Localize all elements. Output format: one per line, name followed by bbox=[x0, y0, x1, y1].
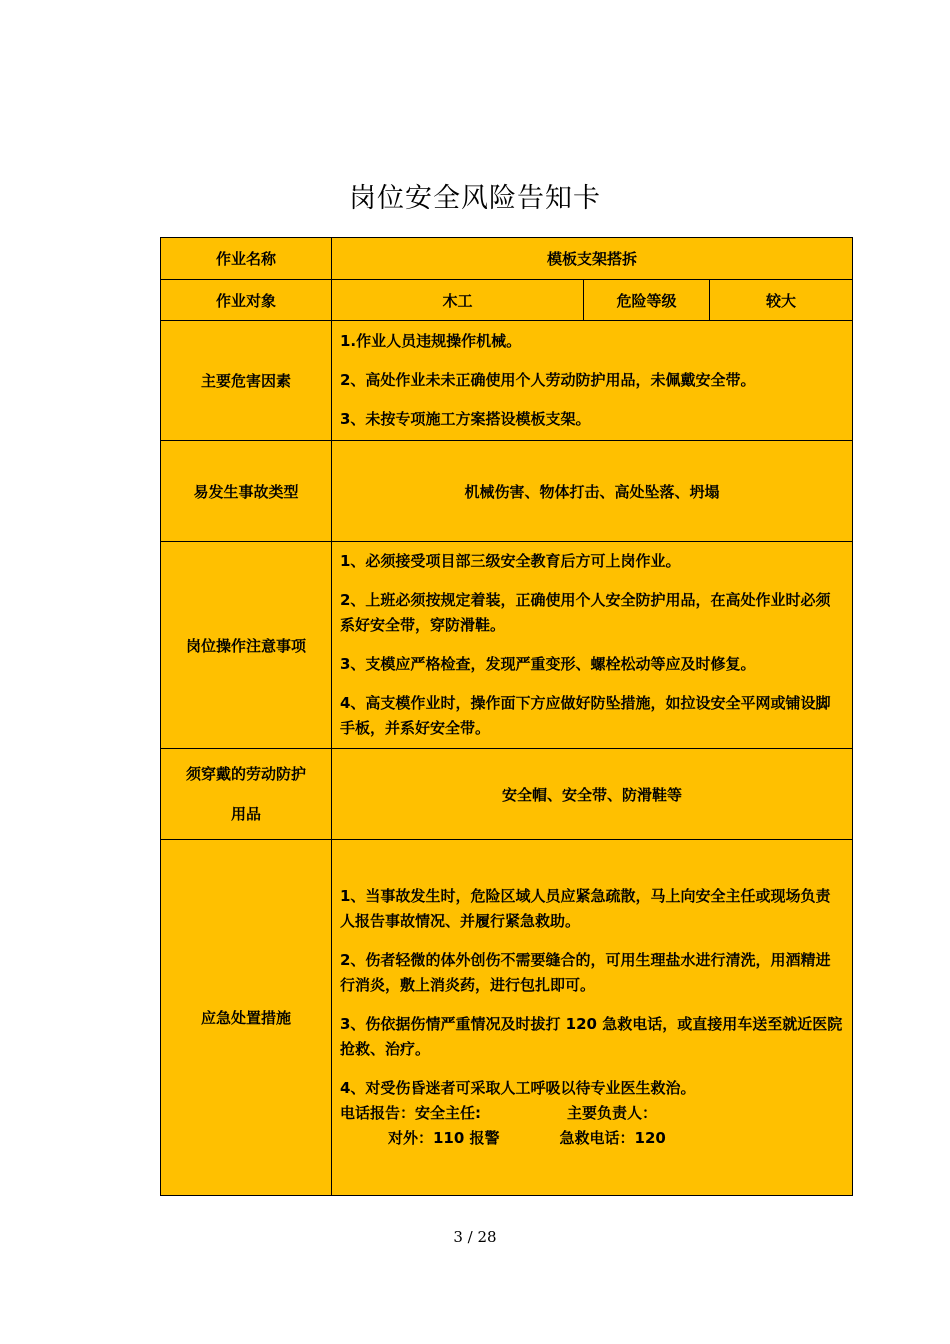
hazard-item: 1.作业人员违规操作机械。 bbox=[340, 332, 522, 350]
hazard-item: 2、高处作业未未正确使用个人劳动防护用品，未佩戴安全带。 bbox=[340, 371, 756, 389]
precaution-item: 3、支模应严格检查，发现严重变形、螺栓松动等应及时修复。 bbox=[340, 655, 756, 673]
job-name-value: 模板支架搭拆 bbox=[332, 238, 853, 280]
emergency-item: 3、伤依据伤情严重情况及时拔打 120 急救电话，或直接用车送至就近医院抢救、治疗。 bbox=[340, 1015, 843, 1058]
contact-report-line bbox=[340, 1101, 844, 1126]
ppe-label-line2: 用品 bbox=[230, 805, 261, 823]
page-title: 岗位安全风险告知卡 bbox=[349, 183, 601, 214]
emergency-item: 1、当事故发生时，危险区域人员应紧急疏散，马上向安全主任或现场负责人报告事故情况、并履行紧急救助。 bbox=[340, 887, 831, 930]
precaution-item: 2、上班必须按规定着装，正确使用个人安全防护用品，在高处作业时必须系好安全带，穿防滑鞋。 bbox=[340, 591, 831, 634]
job-name-label: 作业名称 bbox=[161, 238, 332, 280]
row-accidents bbox=[161, 441, 853, 542]
external-alarm-text: 对外：110 报警 bbox=[388, 1129, 500, 1147]
ppe-label bbox=[161, 749, 332, 840]
risk-level-label: 危险等级 bbox=[584, 280, 710, 321]
row-job-target bbox=[161, 280, 853, 321]
hazard-item: 3、未按专项施工方案搭设模板支架。 bbox=[340, 410, 591, 428]
page-number: 3 / 28 bbox=[453, 1228, 497, 1246]
job-target-value: 木工 bbox=[332, 280, 584, 321]
precautions-label: 岗位操作注意事项 bbox=[161, 542, 332, 749]
risk-level-value: 较大 bbox=[710, 280, 853, 321]
row-ppe bbox=[161, 749, 853, 840]
job-target-label: 作业对象 bbox=[161, 280, 332, 321]
emergency-item: 4、对受伤昏迷者可采取人工呼吸以待专业医生救治。 bbox=[340, 1079, 696, 1097]
row-hazards bbox=[161, 321, 853, 441]
emergency-label: 应急处置措施 bbox=[161, 840, 332, 1196]
risk-card-table bbox=[160, 237, 853, 1196]
hazards-label: 主要危害因素 bbox=[161, 321, 332, 441]
row-job-name bbox=[161, 238, 853, 280]
row-precautions bbox=[161, 542, 853, 749]
precaution-item: 4、高支模作业时，操作面下方应做好防坠措施，如拉设安全平网或铺设脚手板，并系好安全带。 bbox=[340, 694, 831, 737]
precaution-item: 1、必须接受项目部三级安全教育后方可上岗作业。 bbox=[340, 552, 681, 570]
emergency-content bbox=[332, 840, 853, 1196]
main-responsible-text: 主要负责人： bbox=[567, 1104, 658, 1122]
emergency-item: 2、伤者轻微的体外创伤不需要缝合的，可用生理盐水进行清洗，用酒精进行消炎，敷上消炎药，进行包扎即可。 bbox=[340, 951, 831, 994]
ppe-label-line1: 须穿戴的劳动防护 bbox=[185, 765, 306, 783]
emergency-phone-text: 急救电话：120 bbox=[559, 1129, 666, 1147]
contact-numbers-line bbox=[340, 1126, 844, 1151]
hazards-content bbox=[332, 321, 853, 441]
accidents-label: 易发生事故类型 bbox=[161, 441, 332, 542]
row-emergency bbox=[161, 840, 853, 1196]
precautions-content bbox=[332, 542, 853, 749]
phone-report-text: 电话报告：安全主任: bbox=[340, 1104, 481, 1122]
accidents-value: 机械伤害、物体打击、高处坠落、坍塌 bbox=[332, 441, 853, 542]
ppe-value: 安全帽、安全带、防滑鞋等 bbox=[332, 749, 853, 840]
